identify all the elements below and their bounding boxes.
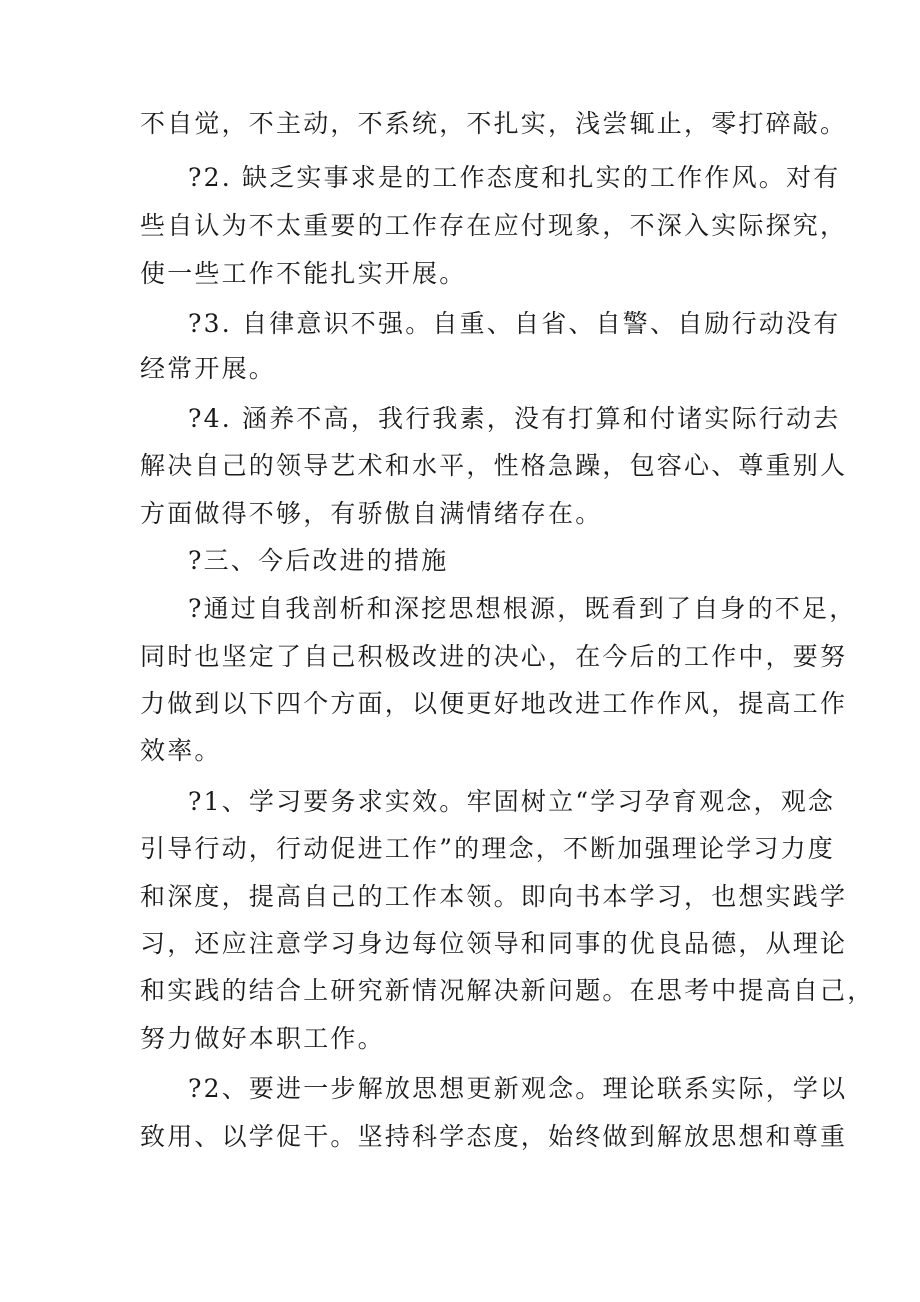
text-line-5: ?3. 自律意识不强。自重、自省、自警、自励行动没有 (188, 309, 841, 338)
text-line-8: 解决自己的领导艺术和水平，性格急躁，包容心、尊重别人 (140, 451, 848, 480)
text-line-18: 习，还应注意学习身边每位领导和同事的优良品德，从理论 (140, 929, 848, 958)
text-line-7: ?4. 涵养不高，我行我素，没有打算和付诸实际行动去 (188, 404, 841, 433)
text-line-12: 同时也坚定了自己积极改进的决心，在今后的工作中，要努 (140, 642, 848, 671)
text-line-3: 些自认为不太重要的工作存在应付现象，不深入实际探究， (140, 211, 848, 240)
text-line-16: 引导行动，行动促进工作”的理念，不断加强理论学习力度 (140, 834, 835, 863)
text-line-6: 经常开展。 (140, 354, 277, 383)
text-line-21: ?2、要进一步解放思想更新观念。理论联系实际，学以 (188, 1074, 848, 1103)
text-line-15: ?1、学习要务求实效。牢固树立“学习孕育观念，观念 (188, 787, 836, 816)
text-line-22: 致用、以学促干。坚持科学态度，始终做到解放思想和尊重 (140, 1122, 848, 1151)
text-line-17: 和深度，提高自己的工作本领。即向书本学习，也想实践学 (140, 882, 848, 911)
text-line-2: ?2. 缺乏实事求是的工作态度和扎实的工作作风。对有 (188, 163, 841, 192)
text-line-11: ?通过自我剖析和深挖思想根源，既看到了自身的不足， (188, 594, 857, 623)
text-line-14: 效率。 (140, 736, 222, 765)
text-line-19: 和实践的结合上研究新情况解决新问题。在思考中提高自己， (140, 976, 875, 1005)
section-heading: ?三、今后改进的措施 (188, 546, 449, 575)
text-line-13: 力做到以下四个方面，以便更好地改进工作作风，提高工作 (140, 689, 848, 718)
text-line-9: 方面做得不够，有骄傲自满情绪存在。 (140, 499, 603, 528)
text-line-20: 努力做好本职工作。 (140, 1024, 385, 1053)
text-line-1: 不自觉，不主动，不系统，不扎实，浅尝辄止，零打碎敲。 (140, 109, 848, 138)
text-line-4: 使一些工作不能扎实开展。 (140, 259, 467, 288)
